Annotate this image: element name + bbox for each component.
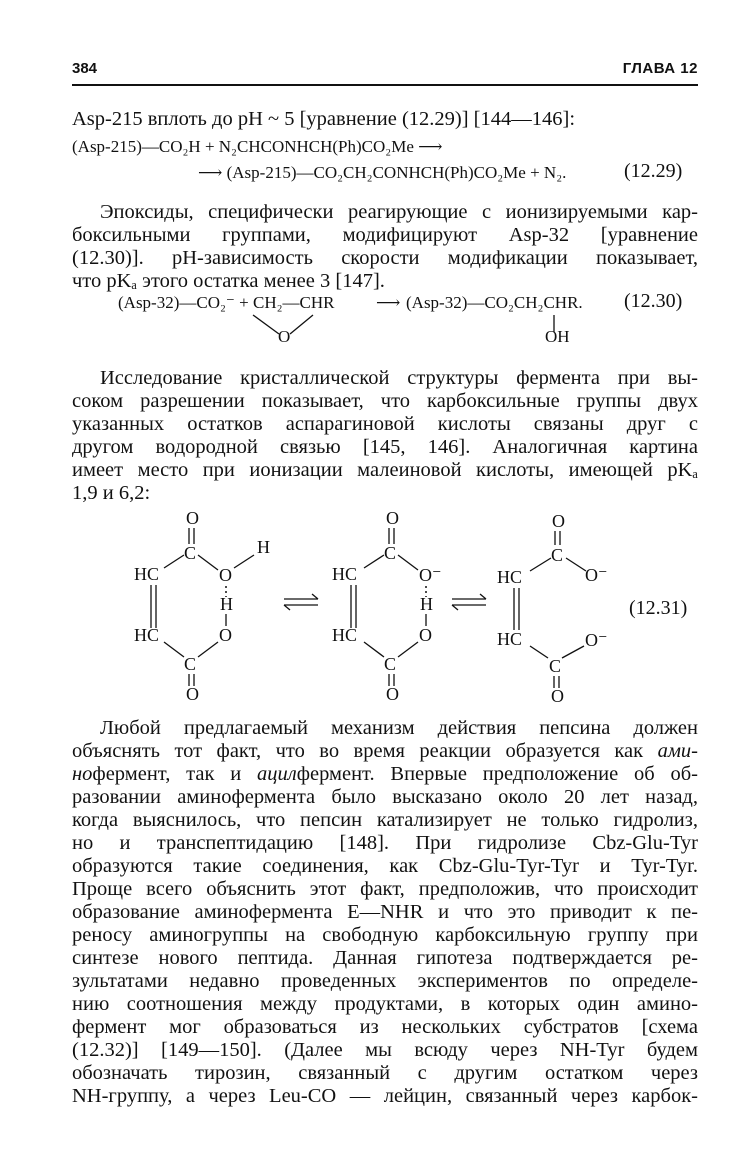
- page-number: 384: [72, 60, 98, 77]
- atom-c: C: [384, 543, 397, 563]
- atom-h: H: [257, 537, 270, 557]
- paragraph-line: [72, 763, 698, 786]
- paragraph-line: разовании аминофермента было высказано около 20 лет назад,: [72, 786, 698, 808]
- atom-c: C: [184, 654, 197, 674]
- paragraph-line: обозначать тирозин, связанный с другим остатком через: [72, 1062, 698, 1084]
- atom-hc: HC: [332, 564, 358, 584]
- eq-12-29-number: (12.29): [624, 160, 683, 182]
- paragraph-line: Исследование кристаллической структуры фермента при вы-: [100, 367, 698, 389]
- atom-h: H: [220, 594, 233, 614]
- paragraph-line: [72, 740, 698, 763]
- paragraph-line: нию соотношения между продуктами, в которых один амино-: [72, 993, 698, 1015]
- paragraph-line: что pKₐ этого остатка менее 3 [147].: [72, 270, 385, 292]
- atom-o-minus: O⁻: [419, 565, 442, 585]
- eq-12-30-number: (12.30): [624, 290, 683, 312]
- atom-c: C: [184, 543, 197, 563]
- paragraph-line: Проще всего объяснить этот факт, предположив, что происходит: [72, 878, 698, 900]
- eq-12-30-left: (Asp-32)—CO₂⁻ + CH₂—CHR: [118, 293, 335, 312]
- paragraph-line: указанных остатков аспарагиновой кислоты связаны друг с: [72, 413, 698, 435]
- eq-12-30-right: (Asp-32)—CO₂CH₂CHR.: [406, 293, 583, 312]
- atom-o: O: [386, 508, 399, 528]
- paragraph-line: другом водородной связью [145, 146]. Аналогичная картина: [72, 436, 698, 458]
- atom-c: C: [549, 656, 562, 676]
- paragraph-line: синтезе нового пептида. Данная гипотеза подтверждается ре-: [72, 947, 698, 969]
- paragraph-line: NH-группу, а через Leu-CO — лейцин, связанный через карбок-: [72, 1085, 698, 1107]
- paragraph-line: фермент мог образоваться из нескольких субстратов [схема: [72, 1016, 698, 1038]
- hydroxyl-group: OH: [545, 327, 570, 346]
- atom-o-minus: O⁻: [585, 630, 608, 650]
- atom-hc: HC: [134, 564, 160, 584]
- epoxide-oxygen: O: [278, 327, 291, 346]
- atom-hc: HC: [497, 629, 523, 649]
- atom-hc: HC: [134, 625, 160, 645]
- line-text: фермент, так и: [92, 763, 257, 785]
- atom-o: O: [186, 684, 199, 704]
- paragraph-line: (12.30)]. pH-зависимость скорости модификации показывает,: [72, 247, 698, 269]
- chapter-label: ГЛАВА 12: [622, 60, 698, 77]
- atom-o: O: [419, 625, 432, 645]
- paragraph-line: (12.32)] [149—150]. (Далее мы всюду через NH-Tyr будем: [72, 1039, 698, 1061]
- emphasis: ами-: [657, 740, 698, 762]
- atom-hc: HC: [332, 625, 358, 645]
- line-text: объяснять тот факт, что во время реакции образуется как: [72, 740, 658, 762]
- atom-c: C: [551, 545, 564, 565]
- atom-o: O: [186, 508, 199, 528]
- paragraph-mechanism: [72, 717, 698, 1108]
- atom-o: O: [219, 625, 232, 645]
- paragraph-line: 1,9 и 6,2:: [72, 482, 151, 504]
- paragraph-line: боксильными группами, модифицируют Asp-32 [уравнение: [72, 224, 698, 246]
- atom-o: O: [551, 686, 564, 706]
- intro-line: Asp-215 вплоть до pH ~ 5 [уравнение (12.29)] [144—146]:: [72, 108, 576, 130]
- atom-hc: HC: [497, 567, 523, 587]
- atom-o: O: [552, 511, 565, 531]
- paragraph-line: реносу аминогруппы на свободную карбоксильную группу при: [72, 924, 698, 946]
- emphasis: ацил: [256, 763, 297, 785]
- line-text: фермент. Впервые предположение об об-: [296, 763, 698, 785]
- paragraph-line: имеет место при ионизации малеиновой кислоты, имеющей pKₐ: [72, 459, 698, 481]
- paragraph-line: Эпоксиды, специфически реагирующие с ионизируемыми кар-: [100, 201, 698, 223]
- atom-o: O: [219, 565, 232, 585]
- eq-12-29-line1: (Asp-215)—CO₂H + N₂CHCONHCH(Ph)CO₂Me ⟶: [72, 137, 443, 156]
- scheme-12-31-number: (12.31): [629, 597, 688, 619]
- paragraph-line: когда выяснилось, что пепсин катализирует не только гидролиз,: [72, 809, 698, 831]
- paragraph-line: образуются такие соединения, как Cbz-Glu-Tyr-Tyr и Tyr-Tyr.: [72, 855, 698, 877]
- paragraph-line: образование аминофермента E—NHR и что это приводит к пе-: [72, 901, 698, 923]
- paragraph-line: соком разрешении показывает, что карбоксильные группы двух: [72, 390, 698, 412]
- emphasis: но: [72, 763, 93, 785]
- eq-12-30-arrow: ⟶: [376, 293, 401, 312]
- paragraph-line: Любой предлагаемый механизм действия пепсина должен: [100, 717, 698, 739]
- atom-o-minus: O⁻: [585, 565, 608, 585]
- paragraph-line: но и транспептидацию [148]. При гидролизе Cbz-Glu-Tyr: [72, 832, 698, 854]
- paragraph-line: зультатами недавно проведенных экспериментов по определе-: [72, 970, 698, 992]
- atom-c: C: [384, 654, 397, 674]
- atom-h: H: [420, 594, 433, 614]
- eq-12-29-line2: ⟶ (Asp-215)—CO₂CH₂CONHCH(Ph)CO₂Me + N₂.: [198, 163, 567, 182]
- atom-o: O: [386, 684, 399, 704]
